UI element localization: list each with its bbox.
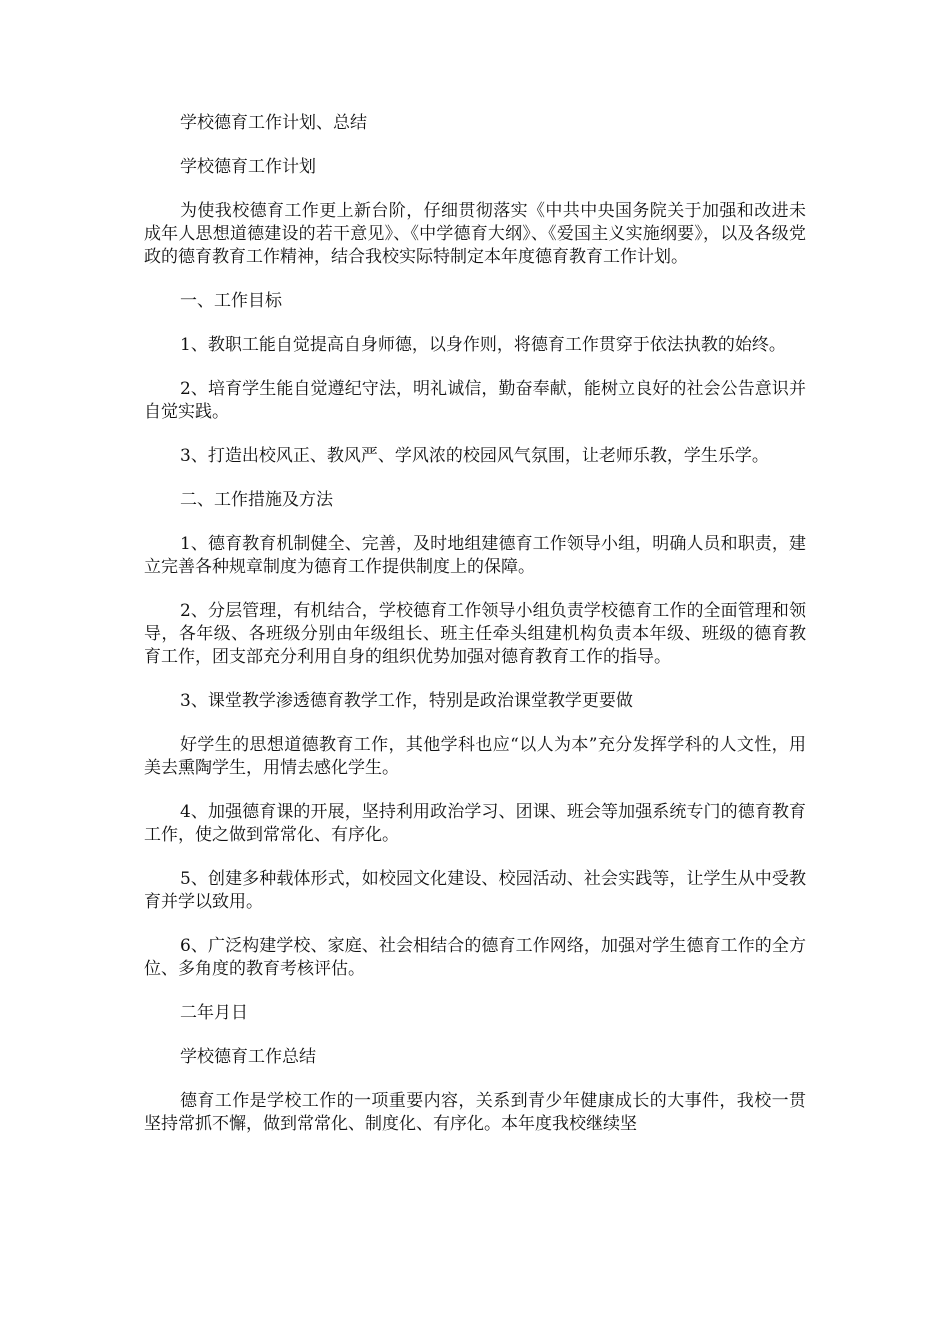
paragraph-summary-intro: 德育工作是学校工作的一项重要内容，关系到青少年健康成长的大事件，我校一贯坚持常抓不懈，做到常常化、制度化、有序化。本年度我校继续坚 — [144, 1091, 806, 1134]
section-heading-goals: 一、工作目标 — [180, 291, 282, 311]
paragraph-intro: 为使我校德育工作更上新台阶，仔细贯彻落实《中共中央国务院关于加强和改进未成年人思想道德建设的若干意见》、《中学德育大纲》、《爱国主义实施纲要》，以及各级党政的德育教育工作精神，结合我校实际特制定本年度德育教育工作计划。 — [144, 201, 806, 267]
document-title: 学校德育工作计划、总结 — [180, 113, 367, 133]
paragraph-goal-2: 2、培育学生能自觉遵纪守法，明礼诚信，勤奋奉献，能树立良好的社会公告意识并自觉实践。 — [144, 379, 806, 422]
document-body — [144, 112, 806, 1157]
paragraph-measure-1: 1、德育教育机制健全、完善，及时地组建德育工作领导小组，明确人员和职责，建立完善各种规章制度为德育工作提供制度上的保障。 — [144, 534, 806, 577]
paragraph-measure-3: 3、课堂教学渗透德育教学工作，特别是政治课堂教学更要做 — [180, 691, 633, 711]
paragraph-measure-2: 2、分层管理，有机结合，学校德育工作领导小组负责学校德育工作的全面管理和领导，各年级、各班级分别由年级组长、班主任牵头组建机构负责本年级、班级的德育教育工作，团支部充分利用自身的组织优势加强对德育教育工作的指导。 — [144, 601, 806, 667]
section-heading-summary: 学校德育工作总结 — [180, 1047, 316, 1067]
paragraph-measure-5: 5、创建多种载体形式，如校园文化建设、校园活动、社会实践等，让学生从中受教育并学以致用。 — [144, 869, 806, 912]
paragraph-goal-3: 3、打造出校风正、教风严、学风浓的校园风气氛围，让老师乐教，学生乐学。 — [180, 446, 769, 466]
paragraph-measure-3-continued: 好学生的思想道德教育工作，其他学科也应“以人为本”充分发挥学科的人文性，用美去熏陶学生，用情去感化学生。 — [144, 735, 806, 778]
paragraph-goal-1: 1、教职工能自觉提高自身师德，以身作则，将德育工作贯穿于依法执教的始终。 — [180, 335, 786, 355]
paragraph-measure-4: 4、加强德育课的开展，坚持利用政治学习、团课、班会等加强系统专门的德育教育工作，使之做到常常化、有序化。 — [144, 802, 806, 845]
section-heading-plan: 学校德育工作计划 — [180, 157, 316, 177]
date-line: 二年月日 — [180, 1003, 248, 1023]
section-heading-measures: 二、工作措施及方法 — [180, 490, 333, 510]
paragraph-measure-6: 6、广泛构建学校、家庭、社会相结合的德育工作网络，加强对学生德育工作的全方位、多角度的教育考核评估。 — [144, 936, 806, 979]
